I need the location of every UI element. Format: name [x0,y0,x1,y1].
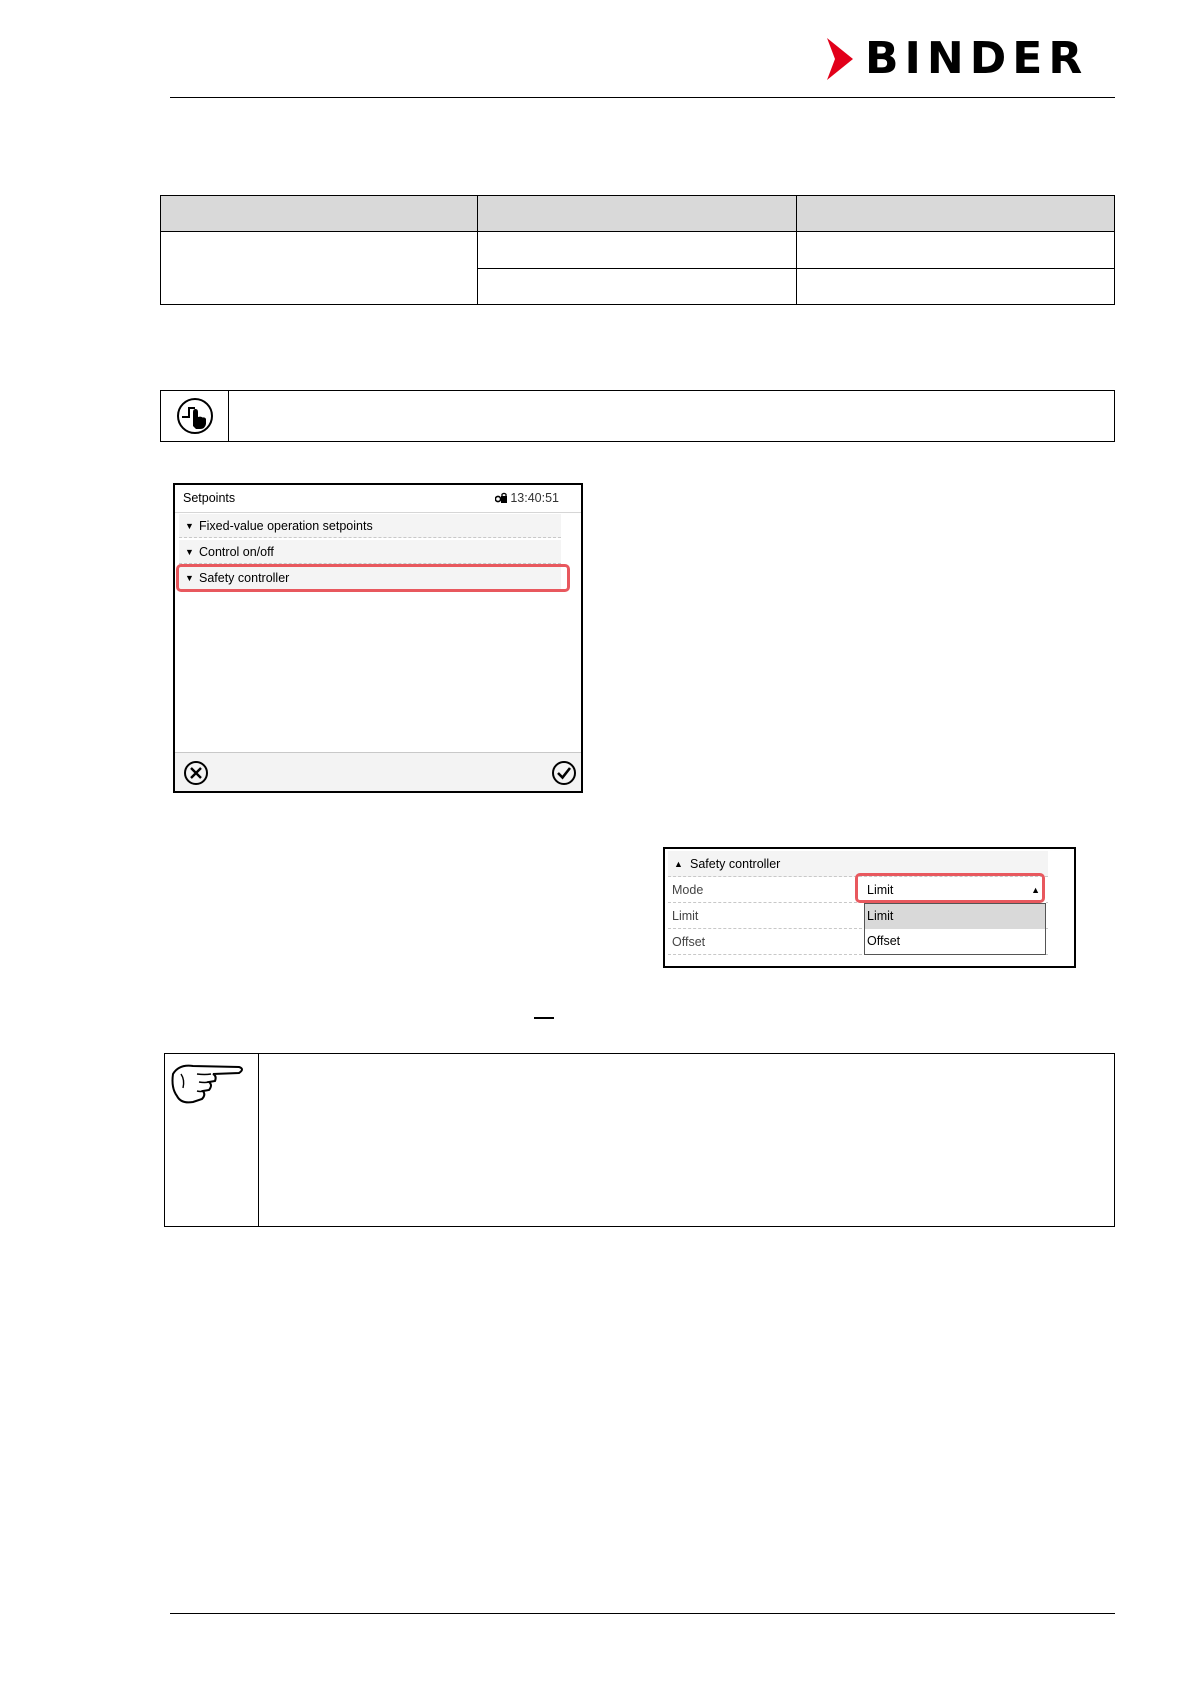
note-icon-cell [165,1054,259,1226]
binder-logo [827,33,1089,84]
touch-finger-icon [175,396,215,436]
dropdown-option-limit[interactable]: Limit [865,904,1045,929]
limit-label: Limit [672,909,699,923]
setpoints-screen [173,483,583,793]
dropdown-option-offset[interactable]: Offset [867,934,901,948]
cancel-circle-x-icon[interactable] [183,760,209,786]
table-cell [478,232,796,269]
menu-item-fixed-value-setpoints[interactable] [179,514,561,538]
instruction-box [160,390,1115,442]
menu-item-label: Control on/off [199,545,274,559]
table-cell [796,268,1114,305]
caret-down-icon: ▼ [185,547,194,557]
table-row [161,232,1115,269]
safety-controller-screen [663,847,1076,968]
offset-label: Offset [672,935,706,949]
table-cell [796,232,1114,269]
screen-footer [175,752,581,791]
note-text-cell [259,1054,1114,1226]
selection-highlight [855,873,1045,903]
mode-value: Limit [867,883,894,897]
clock-time: 13:40:51 [510,491,559,505]
header-rule [170,97,1115,98]
table-header-cell [161,196,478,232]
brand-name: BINDER [865,33,1089,84]
instruction-icon-cell [161,391,229,441]
binder-logo-triangles-icon [827,38,855,80]
mode-dropdown-list [864,903,1046,955]
pointing-hand-icon [169,1060,247,1110]
selection-highlight [176,564,570,592]
screen-clock [495,491,559,505]
lock-key-icon [495,492,507,504]
screen-title: Setpoints [183,491,236,505]
menu-item-label: Fixed-value operation setpoints [199,519,373,533]
dropdown-arrow-up-icon: ▲ [1031,885,1040,895]
parameter-table [160,195,1115,305]
caret-up-icon: ▲ [674,859,683,869]
dash-mark [534,1017,554,1019]
table-header-cell [796,196,1114,232]
menu-item-control-on-off[interactable] [179,540,561,564]
mode-label: Mode [672,883,704,897]
menu-item-label: Safety controller [199,571,290,585]
table-header-cell [478,196,796,232]
footer-rule [170,1613,1115,1614]
table-cell [161,232,478,305]
note-box [164,1053,1115,1227]
screen-header [175,485,581,513]
confirm-circle-check-icon[interactable] [551,760,577,786]
table-cell [478,268,796,305]
section-title: Safety controller [690,857,781,871]
caret-down-icon: ▼ [185,521,194,531]
table-header-row [161,196,1115,232]
caret-down-icon: ▼ [185,573,194,583]
instruction-text-cell [229,391,1114,441]
